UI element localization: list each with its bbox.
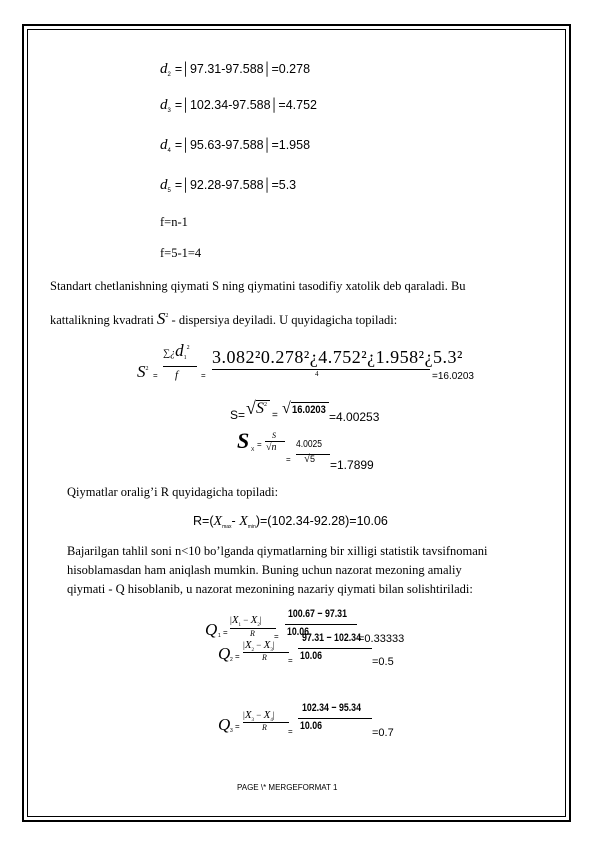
deviation-d3: $d_3$ =│102.34-97.588│=4.752	[160, 97, 317, 114]
q3-numerator: 102.34 − 95.34	[302, 702, 361, 714]
f-definition: f=n-1	[160, 215, 188, 229]
std-mean-denominator: 5	[310, 454, 316, 464]
page-footer: PAGE \* MERGEFORMAT 1	[237, 783, 338, 792]
variance-result: =16.0203	[432, 371, 474, 382]
q1-result: =0.33333	[358, 633, 405, 645]
std-mean-result: =1.7899	[330, 458, 374, 472]
paragraph-2-line-3: qiymati - Q hisoblanib, u nazorat mezonining nazariy qiymati bilan solishtiriladi:	[67, 582, 473, 596]
paragraph-1-line-1: Standart chetlanishning qiymati S ning qiymatini tasodifiy xatolik deb qaraladi. Bu	[50, 279, 466, 293]
variance-numerator: 3.082²0.278²¿4.752²¿1.958²¿5.3²	[212, 347, 463, 367]
q2-result: =0.5	[372, 656, 394, 668]
paragraph-2-line-2: hisoblamasdan ham aniqlash mumkin. Buning uchun nazorat mezoning amaliy	[67, 563, 462, 577]
std-radicand: 16.0203	[292, 404, 326, 416]
range-formula: $R=(X_{max}-$ $X_{min})=(102.34-92.28)=10.06$	[193, 514, 388, 530]
deviation-d2: $d_2$ =│97.31-97.588│=0.278	[160, 61, 311, 78]
variance-denominator: 4	[315, 370, 319, 378]
deviation-d5: $d_5$ =│92.28-97.588│=5.3	[160, 177, 297, 194]
deviation-d4: $d_4$ =│95.63-97.588│=1.958	[160, 137, 311, 154]
std-mean-numerator: 4.0025	[296, 439, 323, 450]
q3-denominator: 10.06	[300, 720, 323, 732]
q1-denominator: 10.06	[287, 626, 310, 638]
q3-result: =0.7	[372, 727, 394, 739]
q1-numerator: 100.67 − 97.31	[288, 608, 347, 620]
std-result: =4.00253	[329, 410, 380, 424]
range-intro: Qiymatlar oralig’i R quyidagicha topiladi:	[67, 485, 279, 499]
paragraph-1-line-2: kattalikning kvadrati $S^2$ - dispersiya deyiladi. U quyidagicha topiladi:	[50, 309, 398, 328]
f-value: f=5-1=4	[160, 246, 202, 260]
q2-denominator: 10.06	[300, 650, 323, 662]
paragraph-2-line-1: Bajarilgan tahlil soni n<10 bo’lganda qiymatlarning bir xilligi statistik tavsifnomani	[67, 544, 488, 558]
q2-numerator: 97.31 − 102.34	[302, 632, 361, 644]
